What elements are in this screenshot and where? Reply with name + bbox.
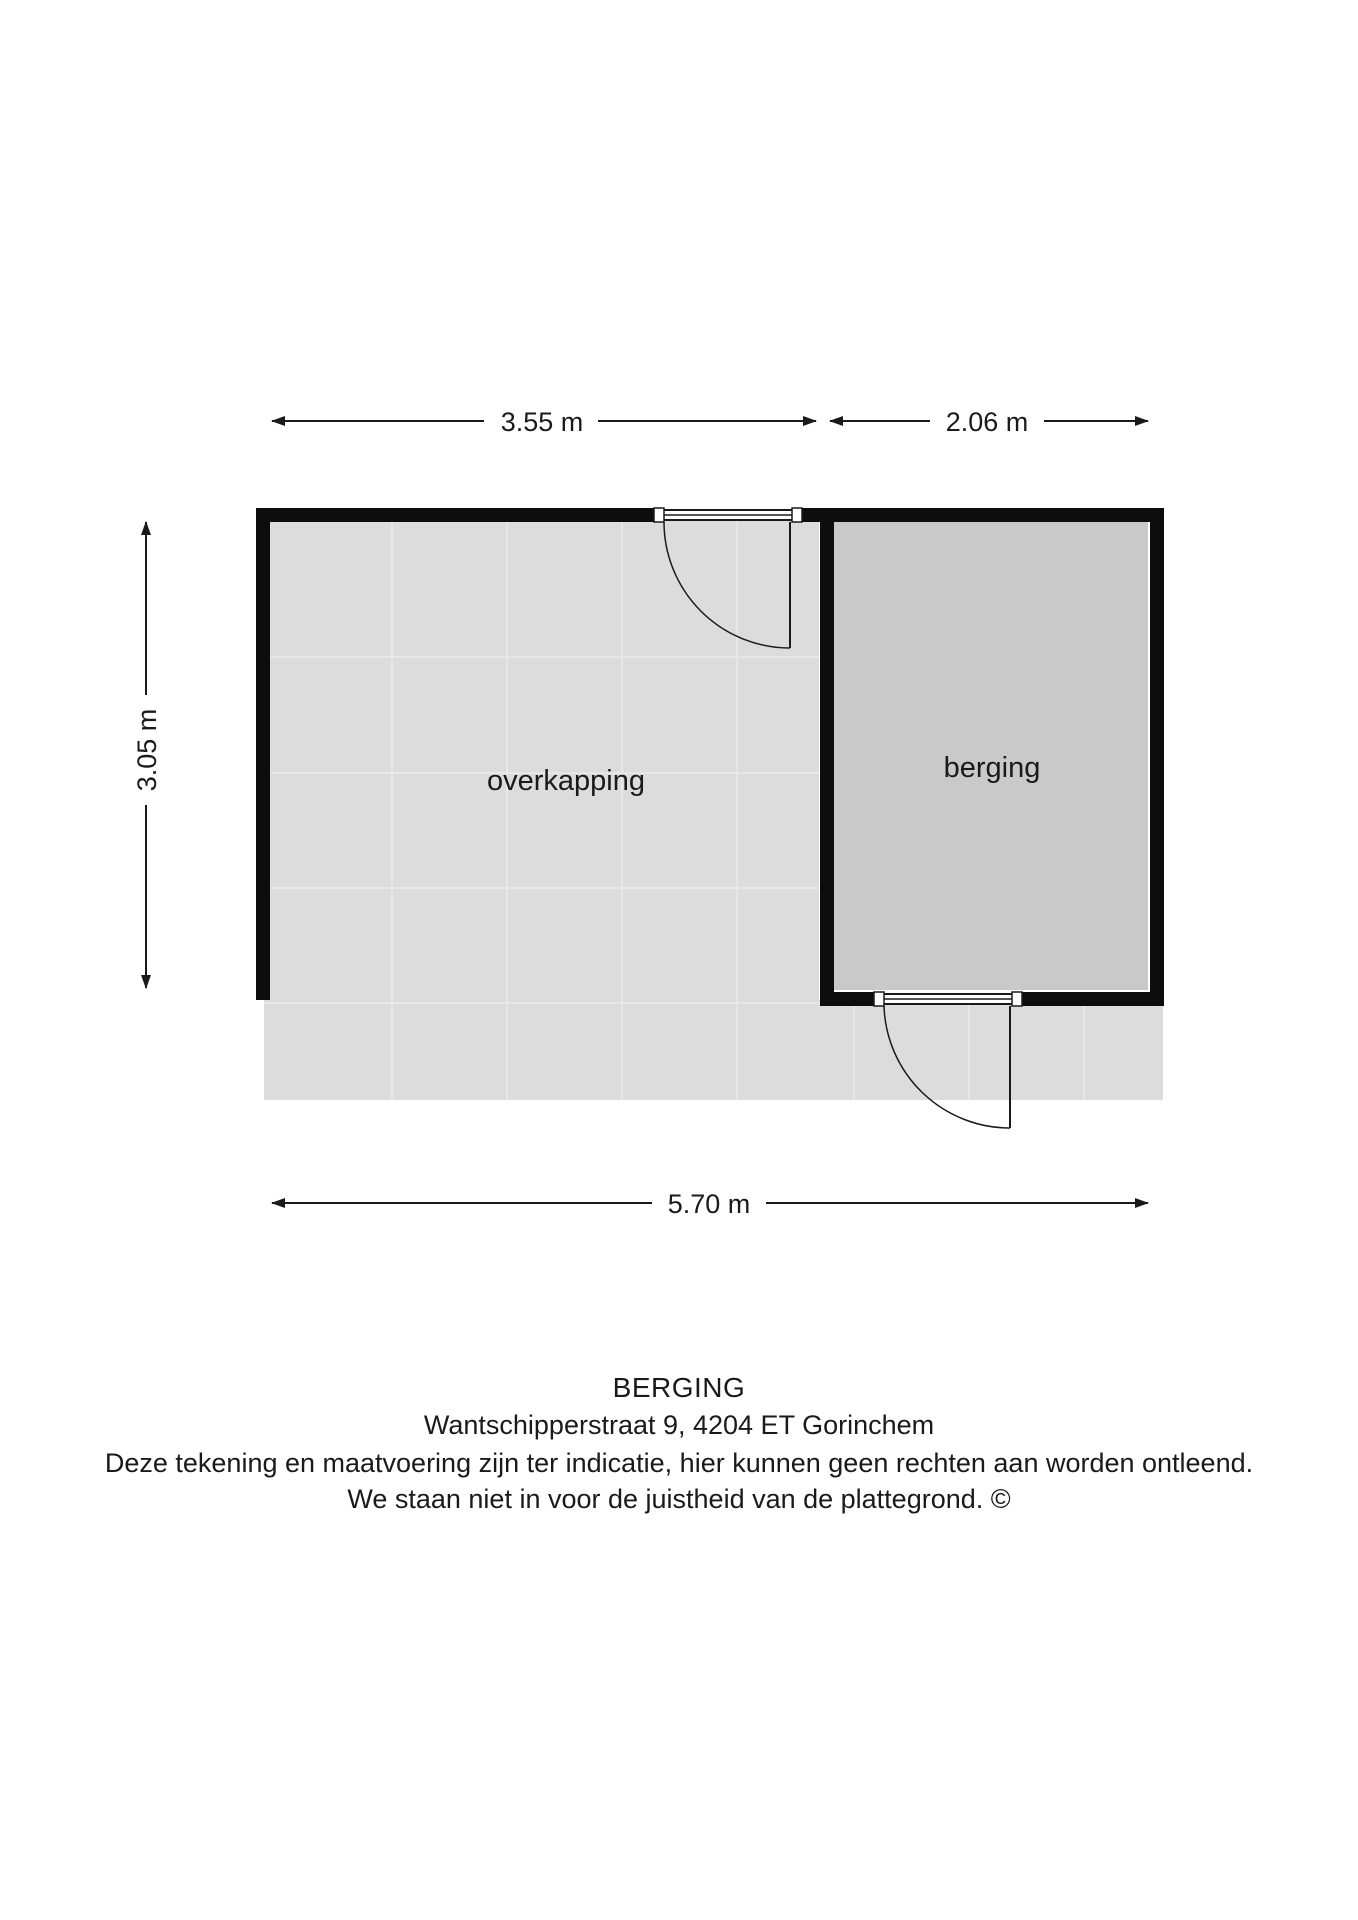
dimension-top-left bbox=[272, 407, 816, 437]
disclaimer-line-1: Deze tekening en maatvoering zijn ter indicatie, hier kunnen geen rechten aan worden ontleend. bbox=[104, 1448, 1254, 1478]
dimension-top-right bbox=[830, 407, 1148, 437]
dimension-label-top-right: 2.06 m bbox=[945, 407, 1029, 437]
plan-title: BERGING bbox=[612, 1372, 746, 1403]
room-label-berging: berging bbox=[943, 752, 1041, 784]
disclaimer-line-2: We staan niet in voor de juistheid van de plattegrond. © bbox=[347, 1484, 1011, 1514]
dimension-label-bottom: 5.70 m bbox=[667, 1189, 751, 1219]
dimension-bottom bbox=[272, 1189, 1148, 1219]
plan-address: Wantschipperstraat 9, 4204 ET Gorinchem bbox=[423, 1410, 935, 1440]
dimension-label-left: 3.05 m bbox=[132, 708, 162, 792]
dimension-left bbox=[132, 522, 162, 988]
room-label-overkapping: overkapping bbox=[487, 765, 645, 797]
dimension-label-top-left: 3.55 m bbox=[500, 407, 584, 437]
